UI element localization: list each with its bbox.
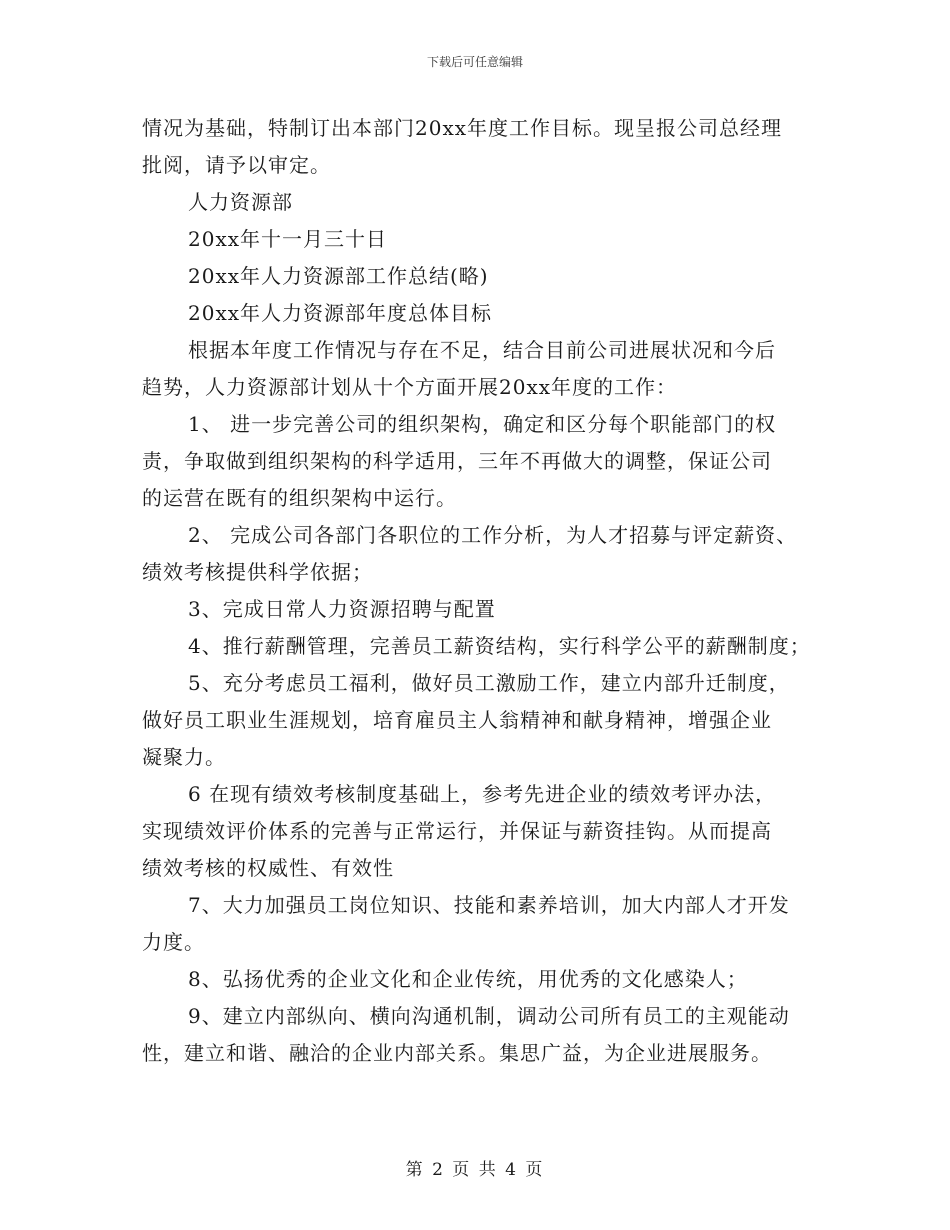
text-line: 凝聚力。 bbox=[142, 745, 226, 769]
list-item: 7、大力加强员工岗位知识、技能和素养培训，加大内部人才开发 bbox=[188, 893, 790, 917]
list-item: 5、充分考虑员工福利，做好员工激励工作，建立内部升迁制度， bbox=[188, 671, 790, 695]
department-signature: 人力资源部 bbox=[188, 190, 293, 214]
text-line: 根据本年度工作情况与存在不足，结合目前公司进展状况和今后 bbox=[188, 338, 776, 362]
list-item: 4、推行薪酬管理，完善员工薪资结构，实行科学公平的薪酬制度； bbox=[188, 634, 811, 658]
text-line: 做好员工职业生涯规划，培育雇员主人翁精神和献身精神，增强企业 bbox=[142, 708, 772, 732]
list-item: 3、完成日常人力资源招聘与配置 bbox=[188, 597, 496, 621]
list-item: 6 在现有绩效考核制度基础上，参考先进企业的绩效考评办法， bbox=[188, 782, 777, 806]
text-line: 趋势，人力资源部计划从十个方面开展20xx年度的工作： bbox=[142, 375, 678, 399]
list-item: 8、弘扬优秀的企业文化和企业传统，用优秀的文化感染人； bbox=[188, 967, 748, 991]
text-line: 情况为基础，特制订出本部门20xx年度工作目标。现呈报公司总经理 bbox=[142, 116, 783, 140]
text-line: 责，争取做到组织架构的科学适用，三年不再做大的调整，保证公司 bbox=[142, 449, 772, 473]
text-line: 批阅，请予以审定。 bbox=[142, 153, 331, 177]
text-line: 绩效考核的权威性、有效性 bbox=[142, 856, 394, 880]
text-line: 性，建立和谐、融洽的企业内部关系。集思广益，为企业进展服务。 bbox=[142, 1041, 772, 1065]
text-line: 绩效考核提供科学依据； bbox=[142, 560, 373, 584]
signature-date: 20xx年十一月三十日 bbox=[188, 227, 388, 251]
section-heading: 20xx年人力资源部年度总体目标 bbox=[188, 301, 493, 325]
text-line: 力度。 bbox=[142, 930, 205, 954]
section-heading: 20xx年人力资源部工作总结(略) bbox=[188, 264, 489, 288]
list-item: 9、建立内部纵向、横向沟通机制，调动公司所有员工的主观能动 bbox=[188, 1004, 790, 1028]
list-item: 1、 进一步完善公司的组织架构，确定和区分每个职能部门的权 bbox=[188, 412, 777, 436]
text-line: 的运营在既有的组织架构中运行。 bbox=[142, 486, 457, 510]
list-item: 2、 完成公司各部门各职位的工作分析，为人才招募与评定薪资、 bbox=[188, 523, 798, 547]
page-header: 下载后可任意编辑 bbox=[426, 55, 523, 69]
page-number-footer: 第 2 页 共 4 页 bbox=[405, 1160, 545, 1180]
text-line: 实现绩效评价体系的完善与正常运行，并保证与薪资挂钩。从而提高 bbox=[142, 819, 772, 843]
document-body bbox=[142, 110, 822, 1072]
